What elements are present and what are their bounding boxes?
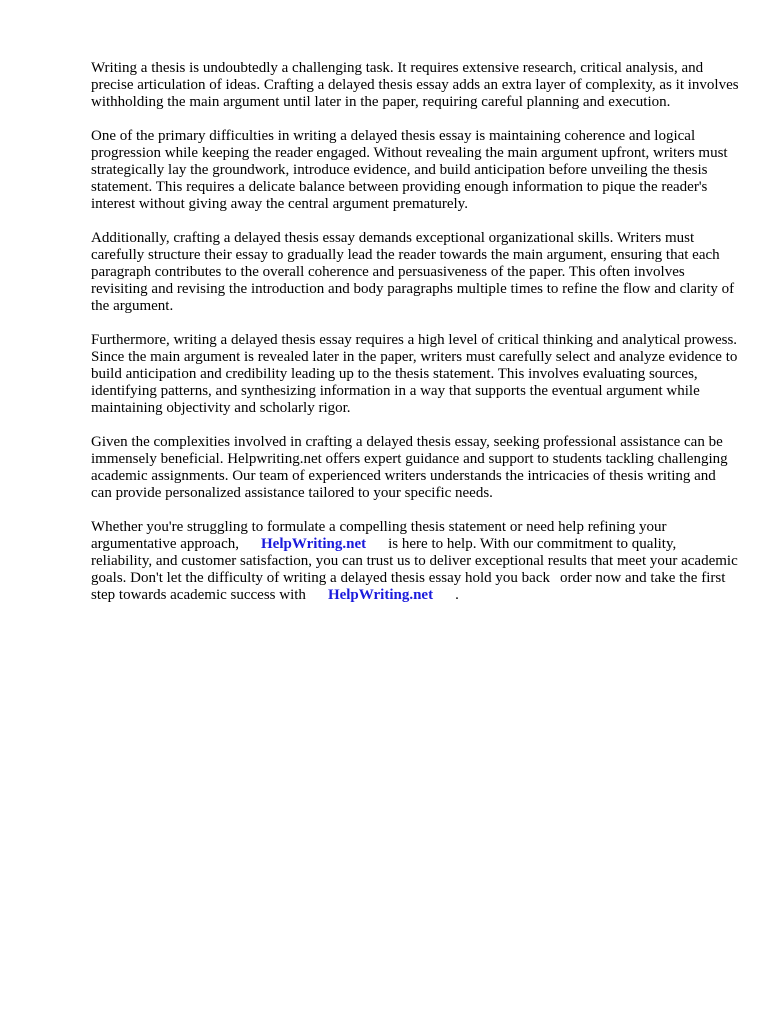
cta-end-period: . (455, 587, 459, 603)
paragraph-intro: Writing a thesis is undoubtedly a challenging task. It requires extensive research, critical analysis, and precise articulation of ideas. Crafting a delayed thesis essay adds an extra layer of complexity, as it involves withholding the main argument until later in the paper, requiring careful planning and execution. (91, 60, 739, 110)
cta-text-part3: and take the first step towards academic success with (91, 570, 726, 603)
cta-text-part1: Whether you're struggling to formulate a compelling thesis statement or need help refining your argumentative approach, (91, 519, 667, 552)
order-now-link[interactable]: order now (560, 570, 622, 586)
paragraph-critical-thinking: Furthermore, writing a delayed thesis essay requires a high level of critical thinking and analytical prowess. Since the main argument is revealed later in the paper, writers must carefully select and analyze evidence to build anticipation and credibility leading up to the thesis statement. This involves evaluating sources, identifying patterns, and synthesizing information in a way that supports the eventual argument while maintaining objectivity and scholarly rigor. (91, 332, 738, 416)
paragraph-difficulties: One of the primary difficulties in writing a delayed thesis essay is maintaining coherence and logical progression while keeping the reader engaged. Without revealing the main argument upfront, writers must strategically lay the groundwork, introduce evidence, and build anticipation before unveiling the thesis statement. This requires a delicate balance between providing enough information to pique the reader's interest without giving away the central argument prematurely. (91, 128, 728, 212)
paragraph-assistance: Given the complexities involved in crafting a delayed thesis essay, seeking professional assistance can be immensely beneficial. Helpwriting.net offers expert guidance and support to students tackling challenging academic assignments. Our team of experienced writers understands the intricacies of thesis writing and can provide personalized assistance tailored to your specific needs. (91, 434, 728, 501)
paragraph-organization: Additionally, crafting a delayed thesis essay demands exceptional organizational skills. Writers must carefully structure their essay to gradually lead the reader towards the main argument, ensuring that each paragraph contributes to the overall coherence and persuasiveness of the paper. This often involves revisiting and revising the introduction and body paragraphs multiple times to refine the flow and clarity of the argument. (91, 230, 735, 314)
helpwriting-link-1[interactable]: HelpWriting.net (261, 536, 367, 552)
document-body (91, 60, 739, 604)
cta-text-part2: is here to help. With our commitment to quality, reliability, and customer satisfaction, you can trust us to deliver exceptional results that meet your academic goals. Don't let the difficulty of writing a delayed thesis essay hold you back (91, 536, 738, 586)
helpwriting-link-2[interactable]: HelpWriting.net (327, 587, 434, 603)
paragraph-call-to-action (91, 519, 739, 604)
